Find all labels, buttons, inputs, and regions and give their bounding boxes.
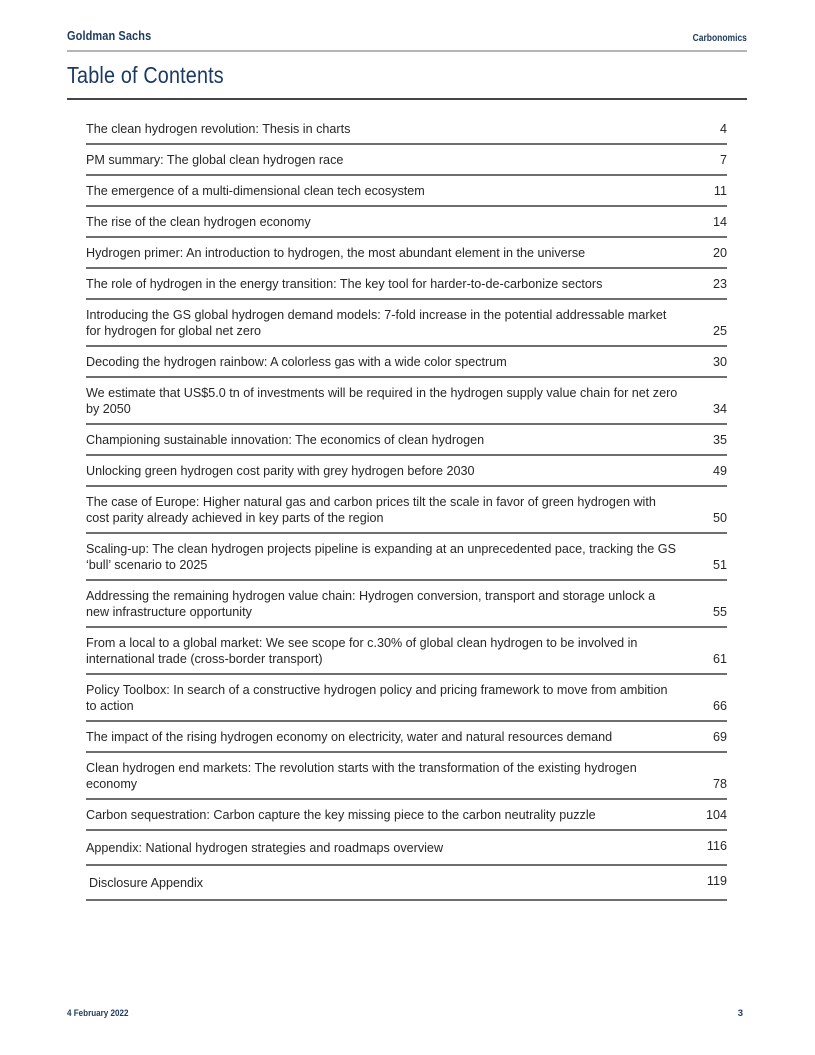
toc-entry[interactable] (86, 176, 727, 207)
toc-entry-page: 23 (712, 276, 727, 291)
toc-entry-title: Decoding the hydrogen rainbow: A colorless gas with a wide color spectrum (86, 354, 507, 369)
toc-entry-title: Scaling-up: The clean hydrogen projects pipeline is expanding at an unprecedented pace, tracking the GS ‘bull’ scenario to 2025 (86, 541, 676, 572)
toc-entry-page: 4 (719, 121, 727, 136)
toc-entry-page: 116 (706, 839, 727, 853)
toc-entry-title: The rise of the clean hydrogen economy (86, 214, 311, 229)
toc-entry[interactable] (86, 425, 727, 456)
toc-entry[interactable] (86, 534, 727, 581)
toc-entry-title: Policy Toolbox: In search of a constructive hydrogen policy and pricing framework to move from ambition to action (86, 682, 668, 713)
toc-entry-title: PM summary: The global clean hydrogen race (86, 152, 344, 167)
toc-entry[interactable] (86, 581, 727, 628)
toc-entry-page: 30 (712, 354, 727, 369)
toc-entry-title: Appendix: National hydrogen strategies and roadmaps overview (86, 840, 444, 855)
publication-date: 4 February 2022 (67, 1008, 129, 1019)
toc-entry-page: 25 (712, 324, 727, 338)
toc-entry-page: 50 (712, 511, 727, 525)
page-number: 3 (737, 1008, 743, 1019)
toc-entry[interactable] (86, 238, 727, 269)
toc-entry-page: 69 (712, 729, 727, 744)
toc-entry[interactable] (86, 487, 727, 534)
toc-entry[interactable] (86, 831, 727, 866)
toc-entry[interactable] (86, 114, 727, 145)
toc-entry-page: 14 (712, 214, 727, 229)
toc-entry-page: 66 (712, 699, 727, 713)
toc-entry[interactable] (86, 300, 727, 347)
toc-entry-page: 35 (712, 432, 727, 447)
table-of-contents (86, 110, 727, 901)
toc-entry[interactable] (86, 269, 727, 300)
toc-entry-page: 119 (706, 874, 727, 888)
toc-entry[interactable] (86, 800, 727, 831)
header-divider (67, 50, 747, 52)
toc-entry-title: Hydrogen primer: An introduction to hydrogen, the most abundant element in the universe (86, 245, 586, 260)
toc-entry-title: Championing sustainable innovation: The economics of clean hydrogen (86, 432, 485, 447)
toc-entry-page: 20 (712, 245, 727, 260)
toc-entry-title: Carbon sequestration: Carbon capture the key missing piece to the carbon neutrality puzzle (86, 807, 596, 822)
report-series: Carbonomics (692, 33, 747, 44)
toc-entry[interactable] (86, 722, 727, 753)
toc-entry[interactable] (86, 207, 727, 238)
toc-entry-title: Addressing the remaining hydrogen value chain: Hydrogen conversion, transport and storage unlock a new infrastructure opportunity (86, 588, 656, 619)
toc-entry-title: The role of hydrogen in the energy transition: The key tool for harder-to-de-carbonize sectors (86, 276, 603, 291)
toc-entry-page: 7 (719, 152, 727, 167)
brand-name: Goldman Sachs (67, 29, 152, 43)
toc-entry[interactable] (86, 675, 727, 722)
toc-entry-title: Introducing the GS global hydrogen demand models: 7-fold increase in the potential addressable market for hydrogen for global net zero (86, 307, 667, 338)
toc-entry-page: 49 (712, 463, 727, 478)
toc-entry[interactable] (86, 866, 727, 901)
title-divider (67, 98, 747, 100)
toc-entry-page: 61 (712, 652, 727, 666)
toc-entry-title: The case of Europe: Higher natural gas and carbon prices tilt the scale in favor of green hydrogen with cost parity already achieved in key parts of the region (86, 494, 656, 525)
toc-entry-title: From a local to a global market: We see scope for c.30% of global clean hydrogen to be involved in international trade (cross-border transport) (86, 635, 638, 666)
toc-entry-page: 55 (712, 605, 727, 619)
toc-entry-title: Clean hydrogen end markets: The revolution starts with the transformation of the existing hydrogen economy (86, 760, 637, 791)
toc-entry-title: Disclosure Appendix (89, 875, 204, 890)
toc-entry-title: The impact of the rising hydrogen economy on electricity, water and natural resources demand (86, 729, 613, 744)
toc-entry[interactable] (86, 753, 727, 800)
toc-entry-page: 78 (712, 777, 727, 791)
toc-entry-page: 34 (712, 402, 727, 416)
toc-entry-title: Unlocking green hydrogen cost parity with grey hydrogen before 2030 (86, 463, 475, 478)
toc-entry[interactable] (86, 378, 727, 425)
toc-entry-title: The clean hydrogen revolution: Thesis in charts (86, 121, 351, 136)
toc-entry-title: The emergence of a multi-dimensional clean tech ecosystem (86, 183, 425, 198)
toc-entry[interactable] (86, 145, 727, 176)
toc-entry-page: 104 (705, 807, 727, 822)
toc-entry-title: We estimate that US$5.0 tn of investments will be required in the hydrogen supply value chain for net zero by 2050 (86, 385, 678, 416)
toc-entry[interactable] (86, 347, 727, 378)
page-title: Table of Contents (67, 62, 224, 88)
toc-entry-page: 51 (712, 558, 727, 572)
toc-entry[interactable] (86, 456, 727, 487)
toc-entry-page: 11 (713, 183, 727, 198)
toc-entry[interactable] (86, 628, 727, 675)
